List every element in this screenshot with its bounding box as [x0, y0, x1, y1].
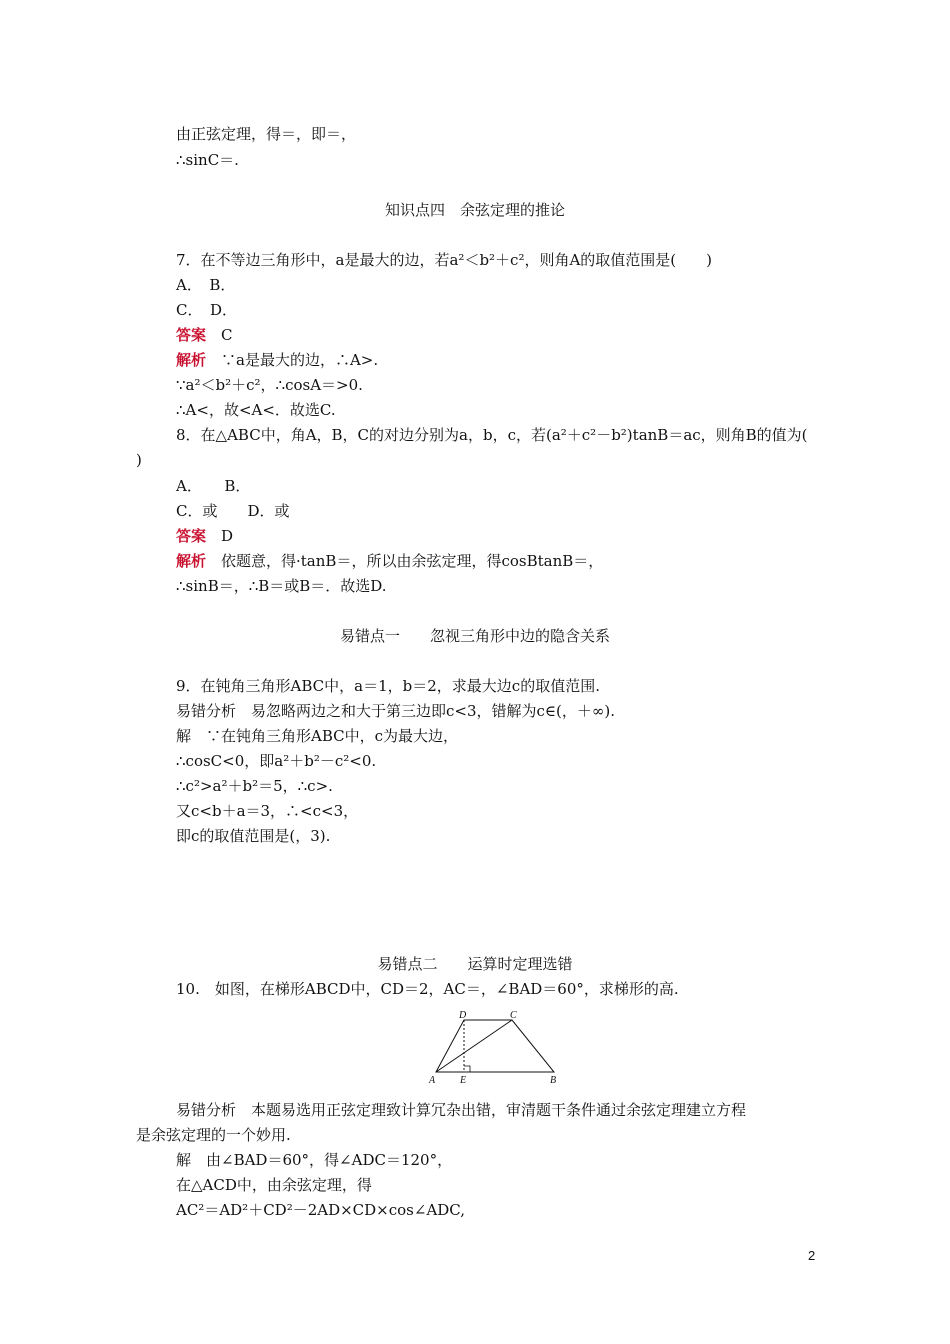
text-line: 易错分析 本题易选用正弦定理致计算冗杂出错，审清题干条件通过余弦定理建立方程 [176, 1101, 747, 1119]
text-line: 在△ACD中，由余弦定理，得 [176, 1176, 372, 1194]
options-line: A． B． [176, 276, 236, 294]
analysis-label: 解析 [176, 351, 207, 369]
text-line: AC²＝AD²＋CD²－2AD×CD×cos∠ADC, [176, 1201, 466, 1219]
analysis-line [176, 551, 603, 571]
answer-value: C [206, 326, 233, 344]
section-heading: 知识点四 余弦定理的推论 [384, 201, 565, 219]
text-line: ∴sinC＝. [176, 151, 239, 169]
text-line: ∴A<，故<A<．故选C. [176, 401, 336, 419]
text-line: ∴c²>a²＋b²＝5，∴c>. [176, 777, 333, 795]
options-line: A． B． [176, 477, 251, 495]
options-line: C． D． [176, 301, 238, 319]
label-a: A [429, 1075, 436, 1086]
text-line: ∴cosC<0，即a²＋b²－c²<0. [176, 752, 377, 770]
analysis-text: ∵a是最大的边，∴A>. [206, 351, 379, 369]
text-line: 即c的取值范围是(，3). [176, 827, 331, 845]
answer-line [176, 325, 233, 345]
label-d: D [459, 1010, 467, 1021]
text-line: 又c<b＋a＝3，∴<c<3， [176, 802, 359, 820]
text-line: ∵a²＜b²＋c²，∴cosA＝>0. [176, 376, 363, 394]
label-b: B [550, 1075, 557, 1086]
right-angle-mark [464, 1066, 470, 1072]
answer-value: D [206, 527, 234, 545]
page-number: 2 [808, 1248, 816, 1263]
answer-label: 答案 [176, 326, 207, 344]
diagonal-ac [436, 1020, 512, 1072]
text-line: 易错分析 易忽略两边之和大于第三边即c<3，错解为c∈(，＋∞). [176, 702, 615, 720]
question-8: 8．在△ABC中，角A，B，C的对边分别为a，b，c，若(a²＋c²－b²)tanB＝ac，则角B的值为( [176, 426, 808, 444]
text-line: ∴sinB＝，∴B＝或B＝．故选D. [176, 577, 387, 595]
text-line: ) [136, 451, 142, 469]
analysis-text: 依题意，得·tanB＝，所以由余弦定理，得cosBtanB＝， [206, 552, 604, 570]
answer-line [176, 526, 233, 546]
trapezoid-outline [436, 1020, 554, 1072]
question-9: 9．在钝角三角形ABC中，a＝1，b＝2，求最大边c的取值范围. [176, 677, 600, 695]
text-line: 解 由∠BAD＝60°，得∠ADC＝120°， [176, 1151, 453, 1169]
label-e: E [460, 1075, 467, 1086]
analysis-label: 解析 [176, 552, 207, 570]
analysis-line [176, 350, 378, 370]
question-10: 10. 如图，在梯形ABCD中，CD＝2，AC＝，∠BAD＝60°，求梯形的高. [176, 980, 679, 998]
section-heading: 易错点一 忽视三角形中边的隐含关系 [339, 627, 610, 645]
trapezoid-figure [428, 1008, 564, 1088]
text-line: 是余弦定理的一个妙用. [136, 1126, 291, 1144]
options-line: C．或 D．或 [176, 502, 290, 520]
label-c: C [510, 1010, 517, 1021]
text-line: 解 ∵在钝角三角形ABC中，c为最大边， [176, 727, 459, 745]
answer-label: 答案 [176, 527, 207, 545]
question-7: 7．在不等边三角形中，a是最大的边，若a²＜b²＋c²，则角A的取值范围是( ) [176, 251, 713, 269]
section-heading: 易错点二 运算时定理选错 [377, 955, 573, 973]
text-line: 由正弦定理，得＝，即＝， [176, 125, 357, 143]
